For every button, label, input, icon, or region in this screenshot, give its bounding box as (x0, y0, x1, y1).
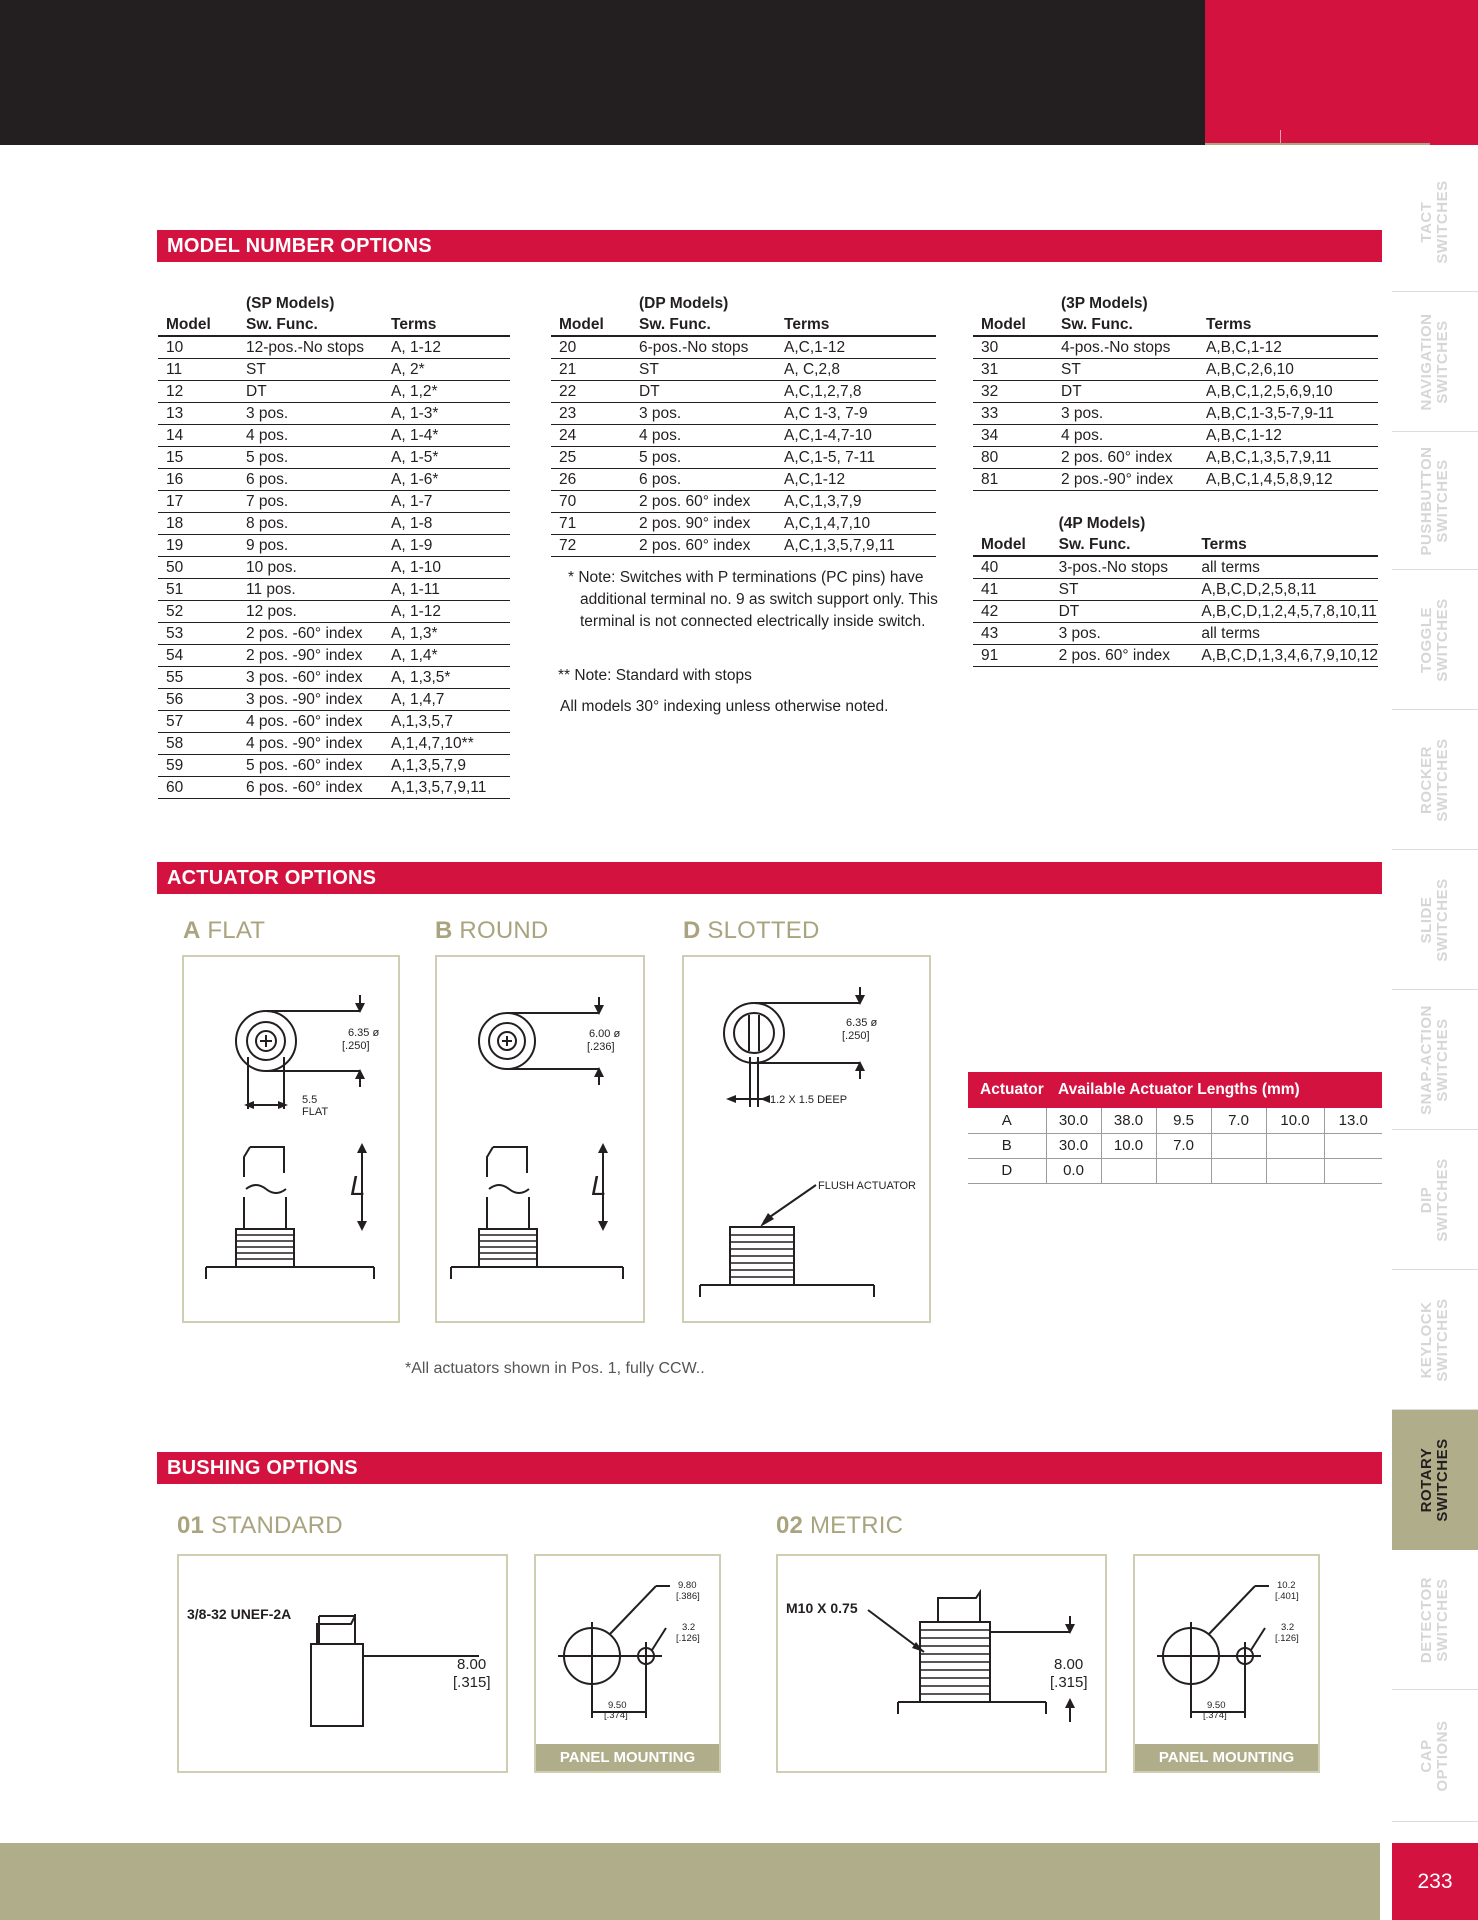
table-row (973, 446, 1378, 468)
side-tab-rocker[interactable] (1392, 710, 1478, 850)
bushing-02-height: 8.00 (1054, 1656, 1084, 1673)
table-row (973, 644, 1378, 666)
table-cell: A,C,1-5, 7-11 (776, 446, 936, 468)
table-cell: 72 (551, 534, 631, 556)
table-row (158, 402, 510, 424)
table-cell: A, 1-7 (383, 490, 510, 512)
side-tab-label: PUSHBUTTON SWITCHES (1418, 446, 1451, 555)
table-cell: 3 pos. -60° index (238, 666, 383, 688)
table-row (973, 556, 1378, 578)
bushing-01-title: 01 STANDARD (177, 1512, 343, 1539)
table-cell: 16 (158, 468, 238, 490)
table-cell: all terms (1193, 622, 1378, 644)
table-cell: A, 2* (383, 358, 510, 380)
table-cell: 11 pos. (238, 578, 383, 600)
side-tab-label: DETECTOR SWITCHES (1418, 1576, 1451, 1663)
table-cell: 15 (158, 446, 238, 468)
svg-text:FLAT: FLAT (302, 1106, 329, 1118)
svg-text:3.2: 3.2 (1281, 1622, 1295, 1633)
table-cell: A,C,1-12 (776, 468, 936, 490)
3p-models-table (973, 290, 1378, 491)
dp-models-table (551, 290, 936, 557)
panel-mounting-label: PANEL MOUNTING (536, 1744, 719, 1771)
side-tab-snap-action[interactable] (1392, 990, 1478, 1130)
table-cell: A, 1,4,7 (383, 688, 510, 710)
side-tab-label: TOGGLE SWITCHES (1418, 597, 1451, 682)
table-row (973, 358, 1378, 380)
table-cell: A,C,1,4,7,10 (776, 512, 936, 534)
table-cell: A, 1-8 (383, 512, 510, 534)
table-cell: A, 1-9 (383, 534, 510, 556)
table-caption: (3P Models) (1061, 295, 1148, 312)
table-row (551, 336, 936, 358)
table-cell: 6 pos. (631, 468, 776, 490)
svg-text:[.250]: [.250] (342, 1040, 370, 1052)
table-cell: 55 (158, 666, 238, 688)
table-cell: 17 (158, 490, 238, 512)
table-cell: 34 (973, 424, 1053, 446)
table-row (158, 600, 510, 622)
table-cell (1324, 1158, 1382, 1183)
table-cell: A, 1,3* (383, 622, 510, 644)
svg-text:6.35 ø: 6.35 ø (846, 1017, 878, 1029)
table-cell: all terms (1193, 556, 1378, 578)
svg-text:9.80: 9.80 (678, 1580, 697, 1591)
table-cell: A, 1,2* (383, 380, 510, 402)
table-cell: A,C,1,3,7,9 (776, 490, 936, 512)
side-tab-label: CAP OPTIONS (1418, 1719, 1451, 1792)
side-tab-toggle[interactable] (1392, 570, 1478, 710)
table-row (968, 1108, 1382, 1133)
table-row (973, 402, 1378, 424)
side-tab-label: ROTARY SWITCHES (1418, 1438, 1451, 1522)
4p-models-table (973, 510, 1378, 667)
table-row (973, 600, 1378, 622)
table-row (158, 534, 510, 556)
column-header: Sw. Func. (1051, 534, 1194, 556)
table-cell: A,1,3,5,7,9 (383, 754, 510, 776)
table-cell: 4 pos. (631, 424, 776, 446)
svg-text:6.00 ø: 6.00 ø (589, 1028, 621, 1040)
table-cell: 10.0 (1101, 1133, 1156, 1158)
svg-text:[.126]: [.126] (676, 1633, 700, 1644)
table-cell: A,B,C,2,6,10 (1198, 358, 1378, 380)
side-tab-label: KEYLOCK SWITCHES (1418, 1297, 1451, 1382)
table-cell: A,C,1-12 (776, 336, 936, 358)
table-row (158, 358, 510, 380)
table-cell: 2 pos. 90° index (631, 512, 776, 534)
column-header: Available Actuator Lengths (mm) (1046, 1072, 1382, 1108)
table-cell: 52 (158, 600, 238, 622)
table-cell: A,B,C,D,2,5,8,11 (1193, 578, 1378, 600)
bushing-01-height: 8.00 (457, 1656, 487, 1673)
table-cell: 30 (973, 336, 1053, 358)
table-row (551, 424, 936, 446)
table-cell: A,B,C,1-3,5-7,9-11 (1198, 402, 1378, 424)
table-cell (1266, 1158, 1324, 1183)
svg-text:3.2: 3.2 (682, 1622, 696, 1633)
table-cell: 53 (158, 622, 238, 644)
table-cell: ST (1053, 358, 1198, 380)
table-cell: A,1,3,5,7,9,11 (383, 776, 510, 798)
side-tab-keylock[interactable] (1392, 1270, 1478, 1410)
table-cell: A, 1-3* (383, 402, 510, 424)
table-row (551, 512, 936, 534)
table-cell: B (968, 1133, 1046, 1158)
table-cell: A,1,4,7,10** (383, 732, 510, 754)
table-cell: A,B,C,1,4,5,8,9,12 (1198, 468, 1378, 490)
table-cell: 3 pos. (1051, 622, 1194, 644)
table-row (973, 380, 1378, 402)
table-cell (1211, 1158, 1266, 1183)
table-cell: 40 (973, 556, 1051, 578)
table-cell: 9.5 (1156, 1108, 1211, 1133)
table-cell: 70 (551, 490, 631, 512)
table-cell: A,C 1-3, 7-9 (776, 402, 936, 424)
table-cell: 6 pos. -60° index (238, 776, 383, 798)
table-caption: (SP Models) (246, 295, 335, 312)
table-cell: 2 pos. 60° index (631, 534, 776, 556)
side-tab-detector[interactable] (1392, 1550, 1478, 1690)
table-cell: A, 1-12 (383, 336, 510, 358)
table-cell: 10.0 (1266, 1108, 1324, 1133)
side-tab-label: ROCKER SWITCHES (1418, 737, 1451, 822)
svg-text:9.50: 9.50 (1207, 1700, 1226, 1711)
table-cell: 81 (973, 468, 1053, 490)
table-row (551, 468, 936, 490)
category-tabs (1392, 152, 1478, 1822)
table-cell: 24 (551, 424, 631, 446)
side-tab-label: NAVIGATION SWITCHES (1418, 313, 1451, 410)
table-cell: 4 pos. (1053, 424, 1198, 446)
table-cell: A (968, 1108, 1046, 1133)
actuator-d-drawing (682, 955, 931, 1323)
bushing-02-drawing (776, 1554, 1107, 1773)
table-caption: (DP Models) (639, 295, 729, 312)
side-tab-slide[interactable] (1392, 850, 1478, 990)
panel-mounting-label: PANEL MOUNTING (1135, 1744, 1318, 1771)
table-row (158, 710, 510, 732)
table-cell: 5 pos. -60° index (238, 754, 383, 776)
table-row (158, 468, 510, 490)
table-row (973, 336, 1378, 358)
column-header: Model (551, 314, 631, 336)
note-standard-stops: ** Note: Standard with stops (558, 667, 752, 684)
svg-text:10.2: 10.2 (1277, 1580, 1296, 1591)
table-cell: 12 (158, 380, 238, 402)
table-row (158, 336, 510, 358)
table-cell: 3 pos. (238, 402, 383, 424)
table-cell: 19 (158, 534, 238, 556)
section-bushing-options: BUSHING OPTIONS (157, 1452, 1382, 1484)
svg-text:6.35 ø: 6.35 ø (348, 1027, 380, 1039)
table-row (551, 534, 936, 556)
note-p-terminations: * Note: Switches with P terminations (PC pins) have additional terminal no. 9 as switch support only. This terminal is not connected electrically inside switch. (568, 569, 938, 630)
table-cell: 31 (973, 358, 1053, 380)
table-row (968, 1133, 1382, 1158)
table-cell: A, 1-4* (383, 424, 510, 446)
table-cell: A,C,1,3,5,7,9,11 (776, 534, 936, 556)
table-cell: 5 pos. (631, 446, 776, 468)
table-cell: 2 pos. 60° index (1053, 446, 1198, 468)
table-cell (1266, 1133, 1324, 1158)
table-cell: DT (1053, 380, 1198, 402)
table-cell: 3-pos.-No stops (1051, 556, 1194, 578)
column-header: Terms (1193, 534, 1378, 556)
table-cell: A, 1-6* (383, 468, 510, 490)
table-cell: A, 1-10 (383, 556, 510, 578)
table-row (973, 578, 1378, 600)
table-cell: 3 pos. (1053, 402, 1198, 424)
side-tab-label: TACT SWITCHES (1418, 179, 1451, 264)
table-cell: A, 1,4* (383, 644, 510, 666)
table-cell: 2 pos. 60° index (1051, 644, 1194, 666)
bushing-02-height-in: [.315] (1050, 1674, 1088, 1691)
table-cell: DT (631, 380, 776, 402)
header-band (0, 0, 1205, 145)
svg-text:9.50: 9.50 (608, 1700, 627, 1711)
table-cell: 13.0 (1324, 1108, 1382, 1133)
table-cell: 54 (158, 644, 238, 666)
table-cell: 38.0 (1101, 1108, 1156, 1133)
table-cell: 71 (551, 512, 631, 534)
side-tab-label: DIP SWITCHES (1418, 1157, 1451, 1242)
table-row (158, 754, 510, 776)
table-cell: 30.0 (1046, 1108, 1101, 1133)
sp-models-table (158, 290, 510, 799)
column-header: Terms (776, 314, 936, 336)
side-tab-tact[interactable] (1392, 152, 1478, 292)
table-row (973, 424, 1378, 446)
table-cell: 11 (158, 358, 238, 380)
svg-text:[.374]: [.374] (1203, 1710, 1227, 1721)
table-cell: A,B,C,1-12 (1198, 424, 1378, 446)
bushing-02-thread: M10 X 0.75 (786, 1600, 858, 1616)
table-cell: 57 (158, 710, 238, 732)
table-cell: A, 1-11 (383, 578, 510, 600)
table-cell: 30.0 (1046, 1133, 1101, 1158)
table-cell: 80 (973, 446, 1053, 468)
table-cell: 10 (158, 336, 238, 358)
table-cell: ST (1051, 578, 1194, 600)
table-cell: 23 (551, 402, 631, 424)
side-tab-cap[interactable] (1392, 1690, 1478, 1822)
svg-text:L: L (350, 1170, 366, 1201)
bushing-01-labels (177, 1554, 508, 1773)
side-tab-dip[interactable] (1392, 1130, 1478, 1270)
table-cell: D (968, 1158, 1046, 1183)
table-cell: 33 (973, 402, 1053, 424)
table-cell: A, C,2,8 (776, 358, 936, 380)
table-row (158, 556, 510, 578)
table-cell: DT (1051, 600, 1194, 622)
table-cell: A, 1-12 (383, 600, 510, 622)
table-cell: 12-pos.-No stops (238, 336, 383, 358)
table-cell: 59 (158, 754, 238, 776)
table-cell: 7 pos. (238, 490, 383, 512)
svg-text:1.2 X 1.5 DEEP: 1.2 X 1.5 DEEP (770, 1094, 848, 1106)
svg-text:5.5: 5.5 (302, 1094, 318, 1106)
table-row (158, 666, 510, 688)
table-row (551, 380, 936, 402)
table-row (158, 644, 510, 666)
table-row (551, 490, 936, 512)
table-cell: 0.0 (1046, 1158, 1101, 1183)
actuator-lengths-table (968, 1072, 1382, 1184)
table-cell: 56 (158, 688, 238, 710)
table-cell: 58 (158, 732, 238, 754)
table-cell: 7.0 (1156, 1133, 1211, 1158)
table-row (551, 402, 936, 424)
table-cell (1211, 1133, 1266, 1158)
svg-text:[.374]: [.374] (604, 1710, 628, 1721)
table-row (158, 732, 510, 754)
table-cell: 2 pos. 60° index (631, 490, 776, 512)
table-cell (1156, 1158, 1211, 1183)
table-cell: 14 (158, 424, 238, 446)
table-cell: A, 1,3,5* (383, 666, 510, 688)
table-cell: 2 pos. -60° index (238, 622, 383, 644)
svg-text:[.250]: [.250] (842, 1030, 870, 1042)
svg-text:[.386]: [.386] (676, 1591, 700, 1602)
side-tab-rotary[interactable] (1392, 1410, 1478, 1550)
table-cell: 3 pos. (631, 402, 776, 424)
side-tab-pushbutton[interactable] (1392, 432, 1478, 570)
table-row (158, 446, 510, 468)
table-cell: 2 pos.-90° index (1053, 468, 1198, 490)
page-number: 233 (1392, 1843, 1478, 1920)
header-accent (1205, 0, 1478, 145)
table-cell: A,1,3,5,7 (383, 710, 510, 732)
table-cell: ST (238, 358, 383, 380)
table-cell: 42 (973, 600, 1051, 622)
table-cell: A,B,C,1-12 (1198, 336, 1378, 358)
table-row (158, 578, 510, 600)
actuator-b-drawing (435, 955, 645, 1323)
side-tab-navigation[interactable] (1392, 292, 1478, 432)
table-cell: A, 1-5* (383, 446, 510, 468)
table-cell: 5 pos. (238, 446, 383, 468)
table-cell: 22 (551, 380, 631, 402)
table-row (158, 622, 510, 644)
table-cell: 43 (973, 622, 1051, 644)
table-cell: 4 pos. (238, 424, 383, 446)
actuator-position-note: *All actuators shown in Pos. 1, fully CCW.. (405, 1360, 705, 1377)
table-row (158, 688, 510, 710)
column-header: Sw. Func. (631, 314, 776, 336)
table-cell: A,B,C,D,1,3,4,6,7,9,10,12 (1193, 644, 1378, 666)
actuator-d-title: D SLOTTED (683, 917, 820, 944)
column-header: Actuator (968, 1072, 1046, 1108)
table-cell: 91 (973, 644, 1051, 666)
table-cell: 26 (551, 468, 631, 490)
table-cell: 4 pos. -60° index (238, 710, 383, 732)
table-row (973, 468, 1378, 490)
bushing-02-title: 02 METRIC (776, 1512, 904, 1539)
table-cell: 20 (551, 336, 631, 358)
table-cell: 4-pos.-No stops (1053, 336, 1198, 358)
table-cell: 32 (973, 380, 1053, 402)
table-cell: A,B,C,1,3,5,7,9,11 (1198, 446, 1378, 468)
table-row (158, 512, 510, 534)
svg-text:[.236]: [.236] (587, 1041, 615, 1053)
table-cell: 21 (551, 358, 631, 380)
table-row (551, 446, 936, 468)
bushing-01-panel-drawing (534, 1554, 721, 1773)
actuator-b-title: B ROUND (435, 917, 549, 944)
table-cell: A,C,1-4,7-10 (776, 424, 936, 446)
table-cell (1101, 1158, 1156, 1183)
table-cell: 4 pos. -90° index (238, 732, 383, 754)
section-model-number-options: MODEL NUMBER OPTIONS (157, 230, 1382, 262)
bushing-02-panel-drawing (1133, 1554, 1320, 1773)
table-cell: 7.0 (1211, 1108, 1266, 1133)
table-cell: 41 (973, 578, 1051, 600)
table-cell: A,B,C,1,2,5,6,9,10 (1198, 380, 1378, 402)
svg-text:[.401]: [.401] (1275, 1591, 1299, 1602)
column-header: Terms (1198, 314, 1378, 336)
bushing-01-height-in: [.315] (453, 1674, 491, 1691)
column-header: Model (973, 534, 1051, 556)
table-cell: 6 pos. (238, 468, 383, 490)
table-cell: 18 (158, 512, 238, 534)
table-cell: DT (238, 380, 383, 402)
svg-text:FLUSH ACTUATOR: FLUSH ACTUATOR (818, 1180, 916, 1192)
table-cell: 6-pos.-No stops (631, 336, 776, 358)
column-header: Sw. Func. (238, 314, 383, 336)
table-cell (1324, 1133, 1382, 1158)
note-indexing: All models 30° indexing unless otherwise noted. (560, 698, 889, 715)
table-row (158, 380, 510, 402)
actuator-a-drawing (182, 955, 400, 1323)
footer-band (0, 1843, 1380, 1920)
table-cell: 8 pos. (238, 512, 383, 534)
table-cell: A,C,1,2,7,8 (776, 380, 936, 402)
section-actuator-options: ACTUATOR OPTIONS (157, 862, 1382, 894)
table-row (158, 776, 510, 798)
table-cell: A,B,C,D,1,2,4,5,7,8,10,11 (1193, 600, 1378, 622)
actuator-a-title: A FLAT (183, 917, 266, 944)
column-header: Sw. Func. (1053, 314, 1198, 336)
table-cell: 25 (551, 446, 631, 468)
table-cell: 51 (158, 578, 238, 600)
table-row (551, 358, 936, 380)
side-tab-label: SNAP-ACTION SWITCHES (1418, 1004, 1451, 1115)
side-tab-label: SLIDE SWITCHES (1418, 877, 1451, 962)
column-header: Model (158, 314, 238, 336)
table-cell: 60 (158, 776, 238, 798)
table-cell: 50 (158, 556, 238, 578)
table-row (158, 490, 510, 512)
bushing-01-thread: 3/8-32 UNEF-2A (187, 1606, 292, 1622)
table-cell: 12 pos. (238, 600, 383, 622)
table-row (973, 622, 1378, 644)
table-caption: (4P Models) (1058, 515, 1146, 532)
table-row (968, 1158, 1382, 1183)
table-cell: 3 pos. -90° index (238, 688, 383, 710)
table-cell: ST (631, 358, 776, 380)
table-cell: 9 pos. (238, 534, 383, 556)
table-row (158, 424, 510, 446)
table-cell: 13 (158, 402, 238, 424)
column-header: Model (973, 314, 1053, 336)
column-header: Terms (383, 314, 510, 336)
table-cell: 10 pos. (238, 556, 383, 578)
table-cell: 2 pos. -90° index (238, 644, 383, 666)
svg-text:L: L (591, 1170, 607, 1201)
svg-text:[.126]: [.126] (1275, 1633, 1299, 1644)
